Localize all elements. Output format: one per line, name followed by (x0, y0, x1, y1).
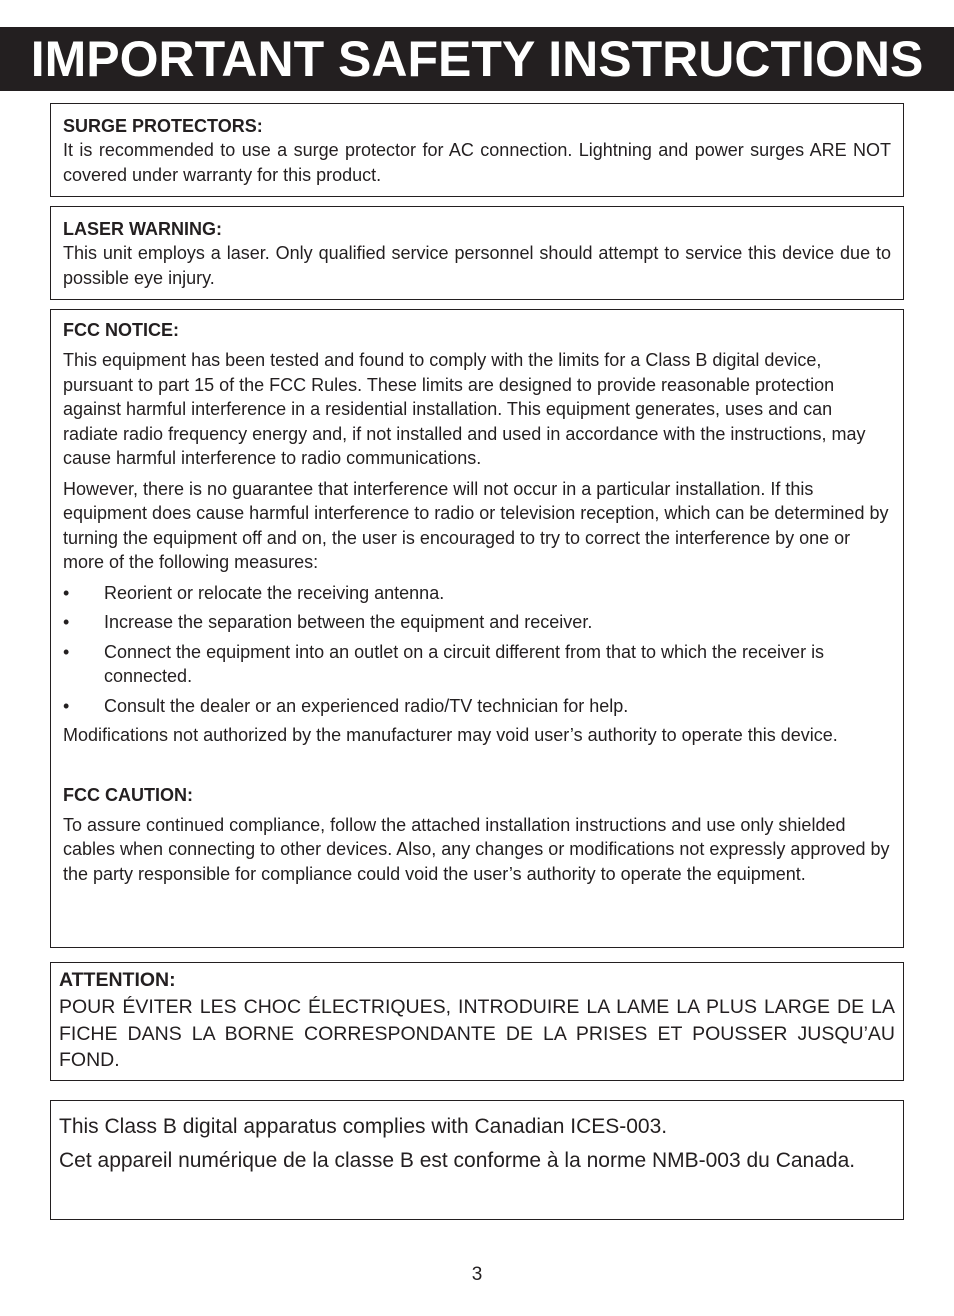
title-banner (0, 27, 954, 91)
list-item-text: Consult the dealer or an experienced radio/TV technician for help. (104, 695, 629, 716)
laser-text: This unit employs a laser. Only qualified service personnel should attempt to service this device due to possible eye injury. (63, 243, 891, 288)
canada-compliance-section (50, 1100, 904, 1220)
bullet-icon: • (63, 582, 70, 603)
laser-warning-section (50, 206, 904, 300)
attention-text: POUR ÉVITER LES CHOC ÉLECTRIQUES, INTRODUIRE LA LAME LA PLUS LARGE DE LA FICHE DANS LA BORNE CORRESPONDANTE DE LA PRISES ET POUSSER JUSQU’AU FOND. (59, 996, 895, 1071)
fcc-section (50, 309, 904, 948)
attention-heading: ATTENTION: (59, 969, 176, 991)
canada-french-text: Cet appareil numérique de la classe B est conforme à la norme NMB-003 du Canada. (59, 1149, 856, 1172)
list-item-text: Reorient or relocate the receiving antenna. (104, 582, 445, 603)
bullet-icon: • (63, 641, 70, 662)
surge-protectors-section (50, 103, 904, 197)
page-number: 3 (471, 1264, 483, 1285)
bullet-icon: • (63, 695, 70, 716)
fcc-paragraph-3: Modifications not authorized by the manufacturer may void user’s authority to operate this device. (63, 725, 838, 745)
fcc-paragraph-2: However, there is no guarantee that interference will not occur in a particular installation. If this equipment does cause harmful interference to radio or television reception, which can be determined by turning the equipment off and on, the user is encouraged to try to correct the interference by one or more of the following measures: (63, 478, 889, 572)
surge-heading: SURGE PROTECTORS: (63, 116, 263, 136)
fcc-measures-list (63, 581, 891, 719)
list-item (63, 640, 891, 689)
list-item-text: Increase the separation between the equipment and receiver. (104, 612, 593, 632)
list-item (63, 610, 891, 635)
page-title: IMPORTANT SAFETY INSTRUCTIONS (30, 31, 924, 87)
laser-heading: LASER WARNING: (63, 219, 222, 239)
surge-text: It is recommended to use a surge protector for AC connection. Lightning and power surges ARE NOT covered under warranty for this product. (63, 140, 891, 185)
fcc-paragraph-1: This equipment has been tested and found to comply with the limits for a Class B digital device, pursuant to part 15 of the FCC Rules. These limits are designed to provide reasonable protection against harmful interference in a residential installation. This equipment generates, uses and can radiate radio frequency energy and, if not installed and used in accordance with the instructions, may cause harmful interference to radio communications. (63, 350, 866, 468)
bullet-icon: • (63, 612, 70, 632)
attention-section (50, 962, 904, 1081)
fcc-caution-heading: FCC CAUTION: (63, 784, 193, 805)
list-item (63, 581, 891, 606)
fcc-caution-text: To assure continued compliance, follow the attached installation instructions and use only shielded cables when connecting to other devices. Also, any changes or modifications not expressly approved by the party responsible for compliance could void the user’s authority to operate the equipment. (63, 814, 890, 884)
canada-english-text: This Class B digital apparatus complies with Canadian ICES-003. (59, 1115, 668, 1138)
fcc-notice-heading: FCC NOTICE: (63, 320, 179, 340)
list-item (63, 694, 891, 719)
list-item-text: Connect the equipment into an outlet on a circuit different from that to which the receiver is connected. (104, 641, 825, 686)
